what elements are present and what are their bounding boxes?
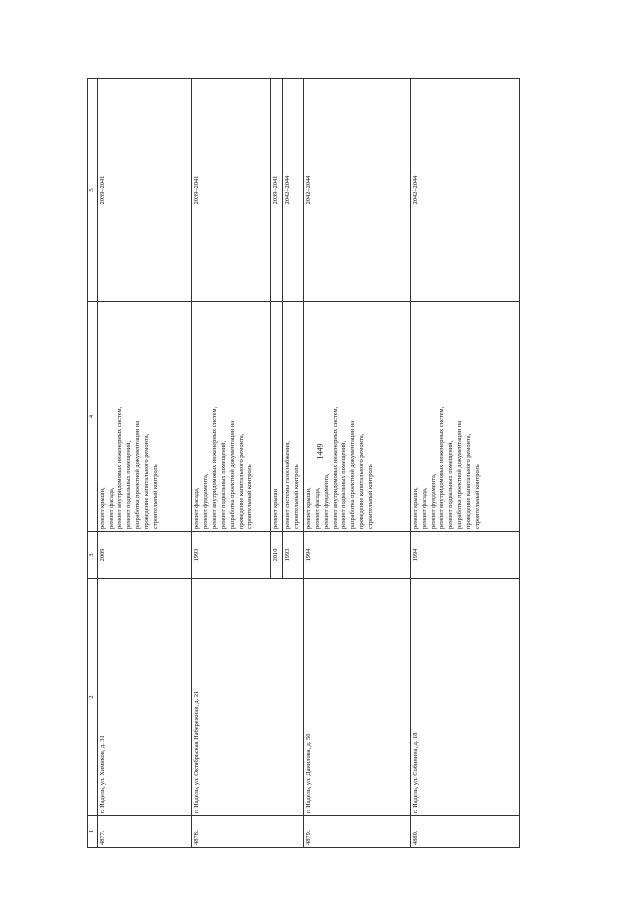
capital-repair-table — [87, 78, 520, 848]
work-item: проведение капитального ремонта, — [237, 433, 245, 529]
subrow-period: 2039–2041 — [270, 79, 282, 302]
work-item: строительный контроль — [292, 464, 300, 529]
row-address: г. Иадель, ул. Данилова, д. 56 — [304, 579, 411, 816]
work-item: ремонт фундамента, — [429, 473, 437, 529]
subrow-period: 2042–2044 — [282, 79, 303, 302]
table-row — [192, 79, 270, 848]
row-year: 2009 — [97, 532, 192, 579]
row-number: 4878. — [192, 816, 304, 848]
work-item: проведение капитального ремонта, — [358, 433, 366, 529]
work-item: ремонт подвальных помещений, — [125, 440, 133, 529]
subrow-works — [270, 302, 282, 532]
table-row — [304, 79, 411, 848]
row-period: 2039–2041 — [97, 79, 192, 302]
work-item: ремонт крыши, — [305, 487, 313, 529]
work-item: ремонт фасада, — [107, 487, 115, 529]
work-item: строительный контроль — [246, 464, 254, 529]
work-item: ремонт крыши, — [412, 487, 419, 529]
work-item: строительный контроль — [151, 464, 159, 529]
row-year: 1994 — [304, 532, 411, 579]
work-item: ремонт крыши, — [98, 487, 106, 529]
subrow-year: 2010 — [270, 532, 282, 579]
row-year: 1993 — [192, 532, 270, 579]
work-item: ремонт внутридомовых инженерных систем, — [211, 406, 219, 529]
work-item: ремонт фасада, — [420, 487, 428, 529]
table-row — [97, 79, 192, 848]
header-col-3: 3 — [88, 532, 98, 579]
row-number: 4877. — [97, 816, 192, 848]
header-col-4: 4 — [88, 302, 98, 532]
work-item: ремонт системы газоснабжения, — [283, 441, 291, 529]
work-item: ремонт фундамента, — [202, 473, 210, 529]
work-item: ремонт внутридомовых инженерных систем, — [331, 406, 339, 529]
work-item: проведение капитального ремонта, — [464, 433, 472, 529]
header-col-5: 5 — [88, 79, 98, 302]
row-number: 4879. — [304, 816, 411, 848]
table-container — [87, 78, 520, 848]
header-col-2: 2 — [88, 579, 98, 816]
work-item: ремонт крыши — [271, 488, 279, 529]
row-works — [97, 302, 192, 532]
row-period: 2039–2041 — [192, 79, 270, 302]
row-period: 2042–2044 — [304, 79, 411, 302]
row-address: г. Иадель, ул. Химиков, д. 31 — [97, 579, 192, 816]
work-item: ремонт внутридомовых инженерных систем, — [438, 406, 446, 529]
work-item: ремонт подвальных помещений, — [340, 440, 348, 529]
subrow-works — [282, 302, 303, 532]
work-item: ремонт фасада, — [313, 487, 321, 529]
row-period: 2042–2044 — [411, 79, 520, 302]
row-year: 1994 — [411, 532, 520, 579]
header-row — [88, 79, 98, 848]
work-item: ремонт фундамента, — [322, 473, 330, 529]
work-item: проведение капитального ремонта, — [142, 433, 150, 529]
header-col-1: 1 — [88, 816, 98, 848]
work-item: ремонт подвальных помещений, — [219, 440, 227, 529]
row-number: 4880. — [411, 816, 520, 848]
work-item: строительный контроль — [366, 464, 374, 529]
subrow-year: 1993 — [282, 532, 303, 579]
work-item: разработка проектной документации на — [228, 420, 236, 529]
row-works — [304, 302, 411, 532]
row-address: г. Иадель, ул. Собинина, д. 18 — [411, 579, 520, 816]
work-item: разработка проектной документации на — [349, 420, 357, 529]
work-item: разработка проектной документации на — [456, 420, 464, 529]
row-works — [192, 302, 270, 532]
work-item: ремонт фасада, — [193, 487, 201, 529]
table-row — [411, 79, 520, 848]
work-item: ремонт подвальных помещений, — [447, 440, 455, 529]
work-item: ремонт внутридомовых инженерных систем, — [116, 406, 124, 529]
work-item: разработка проектной документации на — [134, 420, 142, 529]
page-number: 1449 — [315, 443, 325, 460]
work-item: строительный контроль — [473, 464, 481, 529]
row-address: г. Иадель, ул. Октябрьская Набережная, д. 21 — [192, 579, 304, 816]
row-works — [411, 302, 520, 532]
